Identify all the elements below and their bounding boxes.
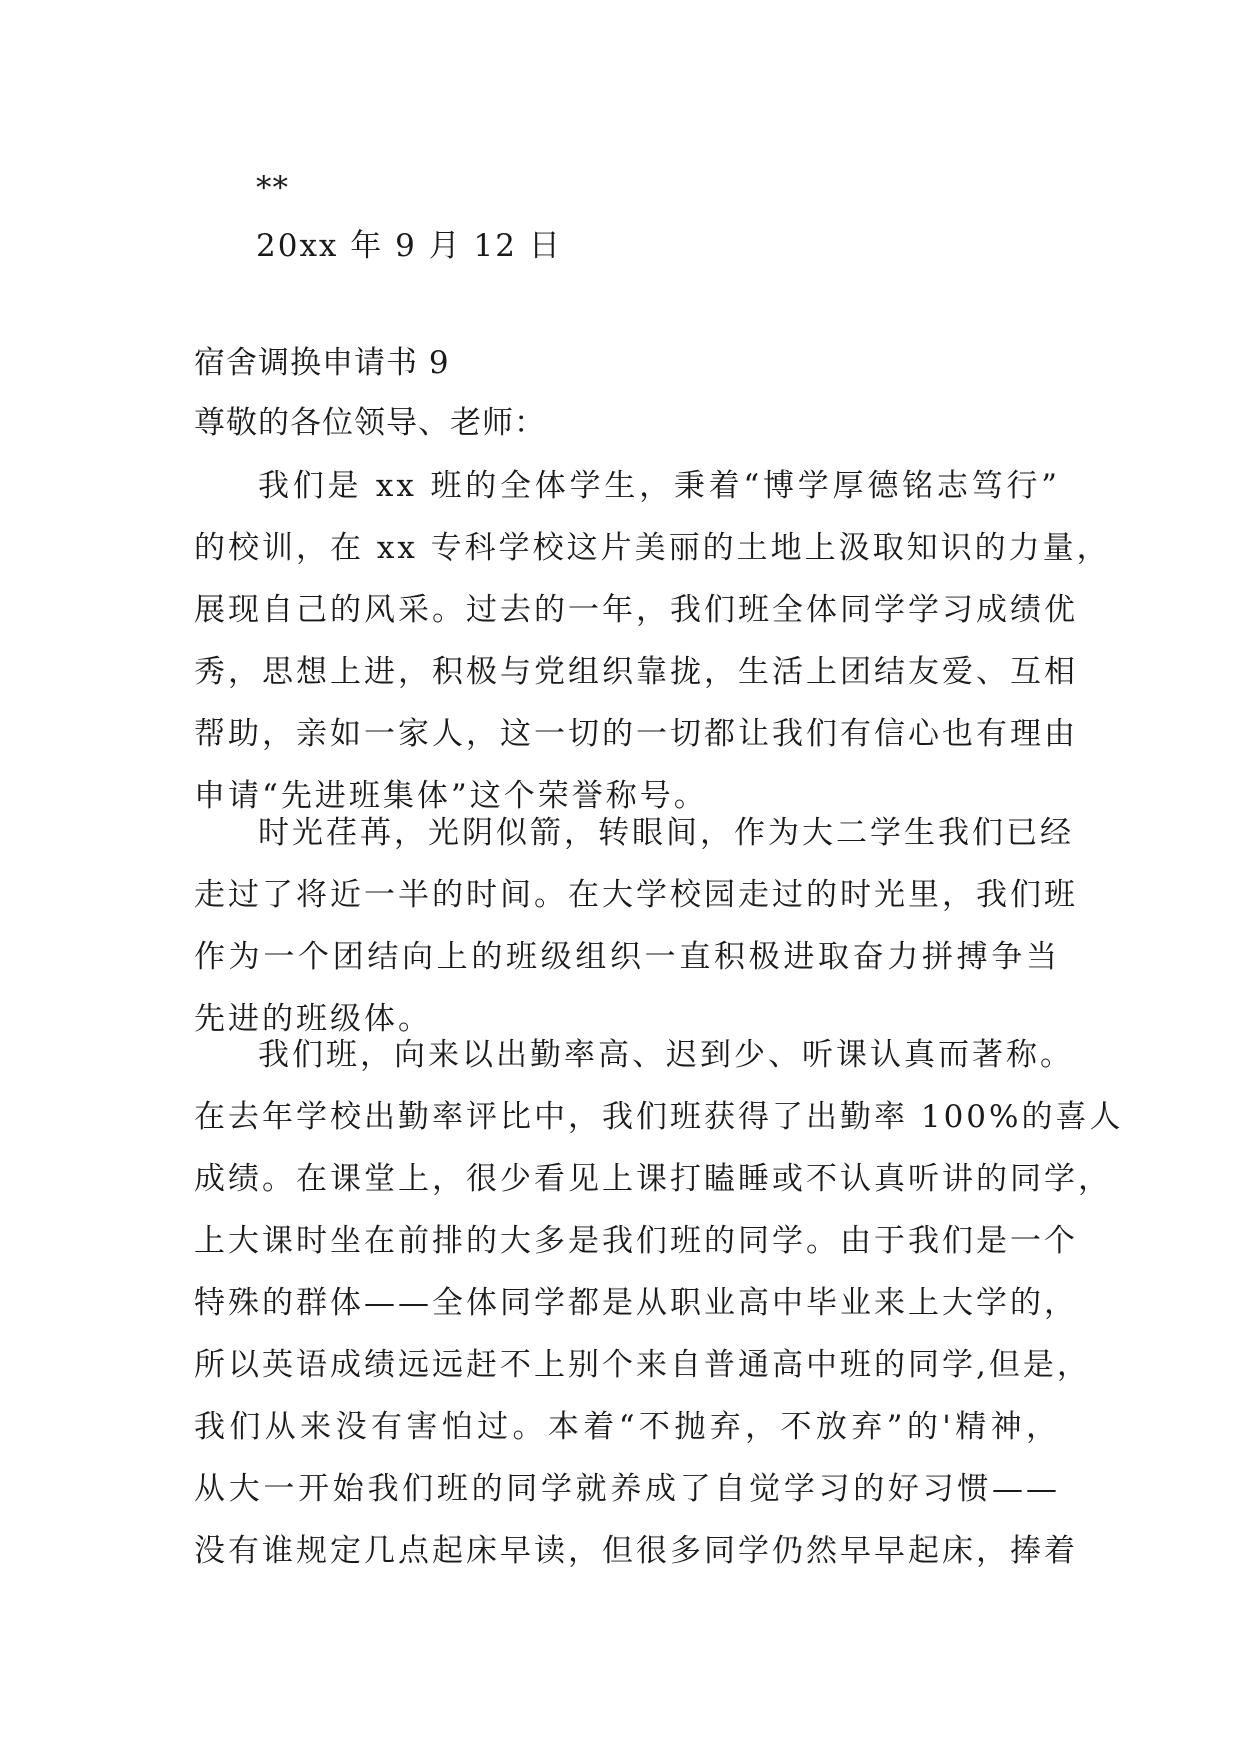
paragraph-line: 秀，思想上进，积极与党组织靠拢，生活上团结友爱、互相 (194, 654, 1078, 690)
paragraph-line: 展现自己的风采。过去的一年，我们班全体同学学习成绩优 (194, 592, 1078, 628)
paragraph-line: 时光荏苒，光阴似箭，转眼间，作为大二学生我们已经 (258, 815, 1074, 851)
paragraph-line: 所以英语成绩远远赶不上别个来自普通高中班的同学,但是， (194, 1347, 1091, 1383)
paragraph-1 (194, 455, 1111, 827)
paragraph-line: 特殊的群体——全体同学都是从职业高中毕业来上大学的， (194, 1285, 1078, 1321)
paragraph-2 (194, 802, 1078, 1050)
paragraph-line: 我们是 xx 班的全体学生，秉着“博学厚德铭志笃行” (258, 468, 1060, 504)
paragraph-line: 没有谁规定几点起床早读，但很多同学仍然早早起床，捧着 (194, 1533, 1078, 1569)
paragraph-line: 从大一开始我们班的同学就养成了自觉学习的好习惯—— (194, 1471, 1060, 1507)
document-title: 宿舍调换申请书 9 (194, 345, 450, 381)
paragraph-3 (194, 1024, 1124, 1582)
paragraph-line: 在去年学校出勤率评比中，我们班获得了出勤率 100%的喜人 (194, 1099, 1124, 1135)
paragraph-line: 的校训，在 xx 专科学校这片美丽的土地上汲取知识的力量， (194, 530, 1111, 566)
paragraph-line: 走过了将近一半的时间。在大学校园走过的时光里，我们班 (194, 877, 1078, 913)
signature-name: ** (256, 170, 289, 206)
salutation: 尊敬的各位领导、老师： (194, 405, 546, 441)
paragraph-line: 先进的班级体。 (194, 1001, 432, 1037)
paragraph-line: 作为一个团结向上的班级组织一直积极进取奋力拼搏争当 (194, 939, 1060, 975)
paragraph-line: 成绩。在课堂上，很少看见上课打瞌睡或不认真听讲的同学， (194, 1161, 1112, 1197)
signature-date: 20xx 年 9 月 12 日 (256, 228, 562, 264)
paragraph-line: 上大课时坐在前排的大多是我们班的同学。由于我们是一个 (194, 1223, 1078, 1259)
paragraph-line: 我们班，向来以出勤率高、迟到少、听课认真而著称。 (258, 1037, 1074, 1073)
paragraph-line: 帮助，亲如一家人，这一切的一切都让我们有信心也有理由 (194, 716, 1078, 752)
paragraph-line: 我们从来没有害怕过。本着“不抛弃，不放弃”的'精神， (194, 1409, 1060, 1445)
paragraph-line: 申请“先进班集体”这个荣誉称号。 (194, 778, 708, 814)
